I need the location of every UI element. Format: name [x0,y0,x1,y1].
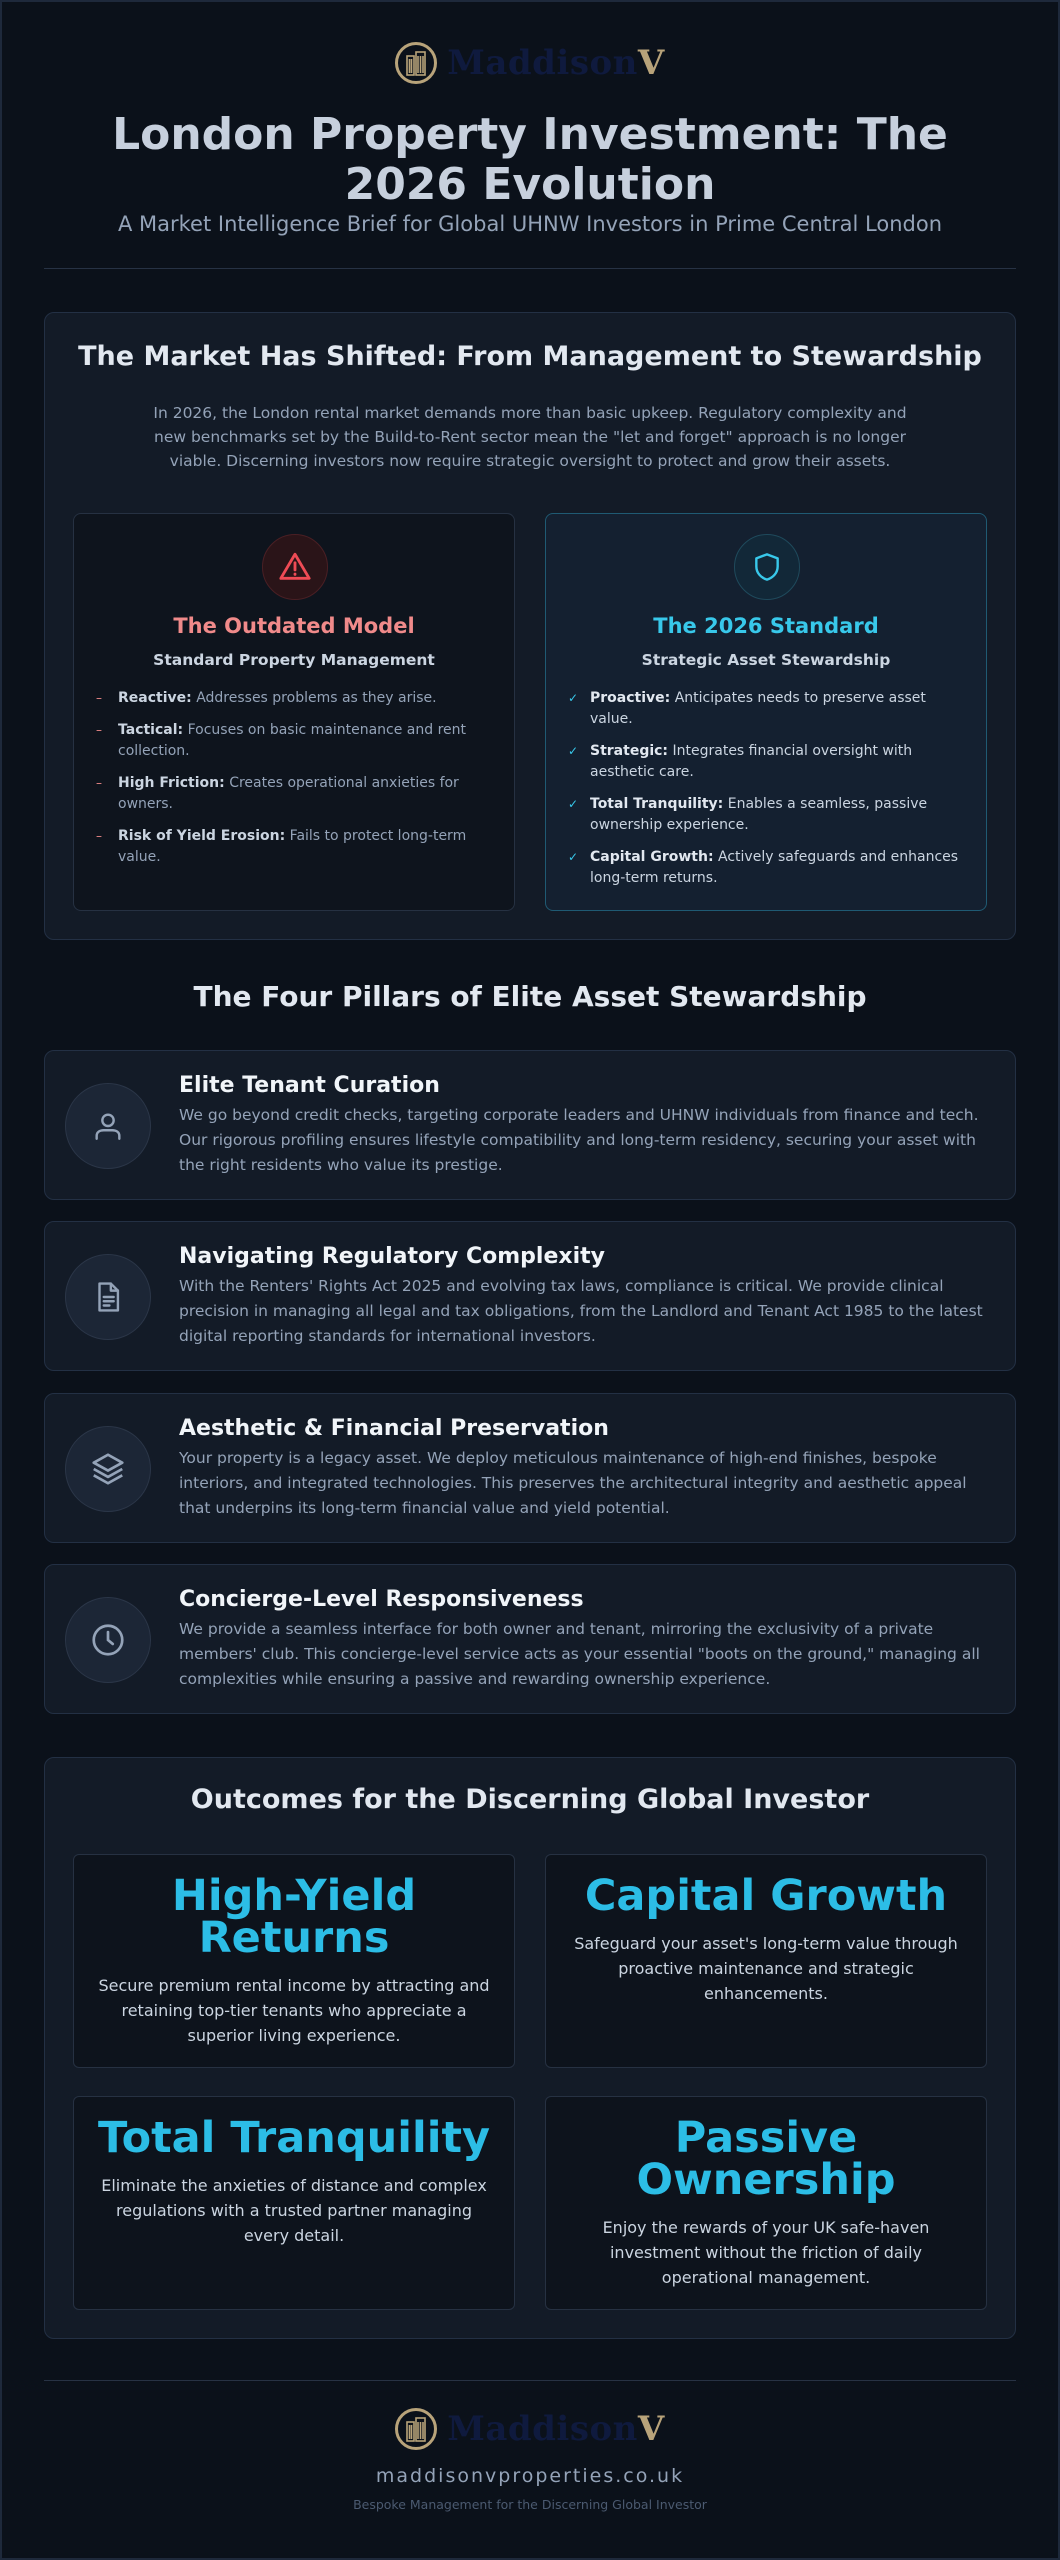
footer-website-link[interactable]: maddisonvproperties.co.uk [375,2465,685,2487]
outdated-model-list [96,688,496,879]
standard-2026-list [568,688,968,900]
pillar-card [44,1564,1016,1714]
brand-wordmark: MaddisonV [447,43,665,83]
building-logo-icon [395,42,437,84]
footer-logo[interactable] [44,2408,1016,2450]
pillar-title: Navigating Regulatory Complexity [179,1244,605,1269]
document-icon [65,1254,151,1340]
outcome-card [545,1854,987,2068]
outcome-title: Total Tranquility [97,2113,491,2163]
outcome-title: Capital Growth [584,1871,948,1921]
standard-2026-subtitle: Strategic Asset Stewardship [641,651,891,669]
list-item: – High Friction: Creates operational anxieties for owners. [96,775,459,812]
list-item: ✓ Capital Growth: Actively safeguards and enhances long-term returns. [568,849,959,886]
check-icon: ✓ [568,691,579,705]
list-item: ✓ Strategic: Integrates financial oversight with aesthetic care. [568,743,913,780]
dash-bullet: – [96,776,102,790]
list-item: – Tactical: Focuses on basic maintenance and rent collection. [96,722,467,759]
check-icon: ✓ [568,744,579,758]
pillars-title: The Four Pillars of Elite Asset Stewardship [193,980,867,1013]
shield-icon [734,534,800,600]
outcome-card [545,2096,987,2310]
standard-2026-title: The 2026 Standard [653,614,879,638]
pillar-card [44,1221,1016,1371]
outcomes-title: Outcomes for the Discerning Global Investor [190,1784,870,1815]
market-shift-text: In 2026, the London rental market demands more than basic upkeep. Regulatory complexity and new benchmarks set by the Build-to-Rent sector mean the "let and forget" approach is no longer viable. Discerning investors now require strategic oversight to protect and grow their assets. [153,404,907,470]
list-item: – Reactive: Addresses problems as they arise. [96,688,496,709]
outcome-card [73,2096,515,2310]
list-item: – Risk of Yield Erosion: Fails to protect long-term value. [96,828,467,865]
page-subtitle: A Market Intelligence Brief for Global UHNW Investors in Prime Central London [117,212,943,236]
pillar-title: Elite Tenant Curation [179,1073,440,1098]
check-icon: ✓ [568,850,579,864]
market-shift-title: The Market Has Shifted: From Management to Stewardship [78,341,982,372]
pillar-card [44,1393,1016,1543]
check-icon: ✓ [568,797,579,811]
outcome-text: Secure premium rental income by attracting and retaining top-tier tenants who appreciate a superior living experience. [98,1976,490,2045]
market-shift-section [44,312,1016,940]
pillar-title: Aesthetic & Financial Preservation [179,1416,609,1441]
warning-triangle-icon [262,534,328,600]
brand-wordmark: MaddisonV [447,2409,665,2449]
layers-icon [65,1426,151,1512]
divider [44,2380,1016,2381]
list-item: ✓ Proactive: Anticipates needs to preserve asset value. [568,690,926,727]
dash-bullet: – [96,691,102,705]
clock-icon [65,1597,151,1683]
pillar-card [44,1050,1016,1200]
footer-tagline: Bespoke Management for the Discerning Global Investor [353,2497,707,2512]
header-logo[interactable] [44,42,1016,84]
standard-2026-card [545,513,987,911]
outdated-model-subtitle: Standard Property Management [153,651,435,669]
outcome-title: Passive Ownership [636,2113,896,2205]
outcome-text: Eliminate the anxieties of distance and complex regulations with a trusted partner managing every detail. [101,2176,487,2245]
outcome-text: Safeguard your asset's long-term value through proactive maintenance and strategic enhancements. [574,1934,958,2003]
list-item: ✓ Total Tranquility: Enables a seamless, passive ownership experience. [568,796,928,833]
pillar-title: Concierge-Level Responsiveness [179,1587,584,1612]
outcome-title: High-Yield Returns [171,1871,417,1963]
outdated-model-title: The Outdated Model [173,614,415,638]
pillar-text: With the Renters' Rights Act 2025 and evolving tax laws, compliance is critical. We provide clinical precision in managing all legal and tax obligations, from the Landlord and Tenant Act 1985 to the latest digital reporting standards for international investors. [179,1277,983,1345]
pillar-text: Your property is a legacy asset. We deploy meticulous maintenance of high-end finishes, bespoke interiors, and integrated technologies. This preserves the architectural integrity and aesthetic appeal that underpins its long-term financial value and yield potential. [179,1449,967,1517]
outcomes-section [44,1757,1016,2339]
dash-bullet: – [96,829,102,843]
pillar-text: We provide a seamless interface for both owner and tenant, mirroring the exclusivity of a private members' club. This concierge-level service acts as your essential "boots on the ground," managing all complexities while ensuring a passive and rewarding ownership experience. [179,1620,980,1688]
user-icon [65,1083,151,1169]
building-logo-icon [395,2408,437,2450]
outdated-model-card [73,513,515,911]
outcome-text: Enjoy the rewards of your UK safe-haven investment without the friction of daily operational management. [602,2218,930,2287]
pillar-text: We go beyond credit checks, targeting corporate leaders and UHNW individuals from finance and tech. Our rigorous profiling ensures lifestyle compatibility and long-term residency, securing your asset with the right residents who value its prestige. [179,1106,979,1174]
outcome-card [73,1854,515,2068]
dash-bullet: – [96,723,102,737]
divider [44,268,1016,269]
page-title: London Property Investment: The 2026 Evolution [112,109,948,210]
